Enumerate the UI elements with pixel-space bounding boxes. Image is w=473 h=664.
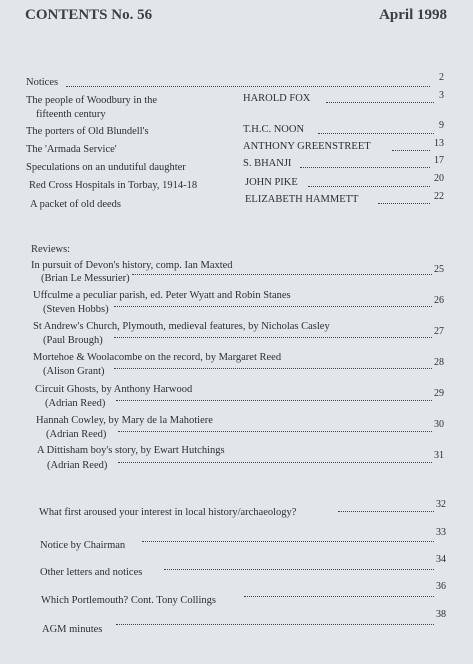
leader-dots — [118, 462, 432, 463]
leader-dots — [116, 400, 432, 401]
leader-dots — [164, 569, 434, 570]
leader-dots — [114, 368, 432, 369]
contents-title: CONTENTS No. 56 — [25, 7, 153, 23]
leader-dots — [142, 541, 434, 542]
review-title: In pursuit of Devon's history, comp. Ian Maxted — [31, 260, 233, 271]
review-reviewer: (Paul Brough) — [43, 335, 103, 346]
leader-dots — [308, 186, 430, 187]
article-author: ANTHONY GREENSTREET — [243, 141, 371, 152]
review-title: St Andrew's Church, Plymouth, medieval features, by Nicholas Casley — [33, 321, 330, 332]
review-reviewer: (Adrian Reed) — [47, 460, 108, 471]
page-number: 20 — [434, 173, 444, 184]
page-number: 36 — [436, 581, 446, 592]
page-number: 32 — [436, 499, 446, 510]
review-title: Uffculme a peculiar parish, ed. Peter Wyatt and Robin Stanes — [33, 290, 291, 301]
leader-dots — [378, 203, 430, 204]
review-title: Hannah Cowley, by Mary de la Mahotiere — [36, 415, 213, 426]
article-title: Notices — [26, 77, 59, 88]
article-title-continued: fifteenth century — [36, 109, 106, 120]
article-title: Red Cross Hospitals in Torbay, 1914-18 — [29, 180, 198, 191]
leader-dots — [300, 167, 430, 168]
review-title: A Dittisham boy's story, by Ewart Hutchings — [37, 445, 225, 456]
page-number: 29 — [434, 388, 444, 399]
page-number: 38 — [436, 609, 446, 620]
item-title: What first aroused your interest in local history/archaeology? — [39, 507, 297, 518]
leader-dots — [114, 306, 432, 307]
article-title: The porters of Old Blundell's — [26, 126, 149, 137]
page-number: 26 — [434, 295, 444, 306]
article-author: T.H.C. NOON — [243, 124, 305, 135]
reviews-heading: Reviews: — [31, 244, 71, 255]
article-author: ELIZABETH HAMMETT — [245, 194, 359, 205]
leader-dots — [318, 133, 434, 134]
review-title: Mortehoe & Woolacombe on the record, by Margaret Reed — [33, 352, 282, 363]
article-author: JOHN PIKE — [245, 177, 298, 188]
article-author: S. BHANJI — [243, 158, 292, 169]
article-title: Speculations on an undutiful daughter — [26, 162, 186, 173]
item-title: AGM minutes — [42, 624, 103, 635]
leader-dots — [66, 86, 430, 87]
leader-dots — [244, 596, 434, 597]
page-number: 33 — [436, 527, 446, 538]
leader-dots — [116, 624, 434, 625]
page-number: 34 — [436, 554, 446, 565]
leader-dots — [326, 102, 434, 103]
item-title: Other letters and notices — [40, 567, 143, 578]
leader-dots — [114, 337, 432, 338]
leader-dots — [118, 431, 432, 432]
page-number: 28 — [434, 357, 444, 368]
leader-dots — [392, 150, 430, 151]
issue-date: April 1998 — [379, 7, 447, 23]
page-number: 30 — [434, 419, 444, 430]
item-title: Which Portlemouth? Cont. Tony Collings — [41, 595, 216, 606]
review-reviewer: (Steven Hobbs) — [43, 304, 109, 315]
leader-dots — [338, 511, 434, 512]
review-reviewer: (Alison Grant) — [43, 366, 105, 377]
page-number: 13 — [434, 138, 444, 149]
page-number: 2 — [439, 72, 444, 83]
article-title: The 'Armada Service' — [26, 144, 117, 155]
article-title: A packet of old deeds — [30, 199, 121, 210]
item-title: Notice by Chairman — [40, 540, 126, 551]
review-title: Circuit Ghosts, by Anthony Harwood — [35, 384, 193, 395]
page-number: 9 — [439, 120, 444, 131]
page-number: 31 — [434, 450, 444, 461]
page-number: 22 — [434, 191, 444, 202]
page-number: 17 — [434, 155, 444, 166]
review-reviewer: (Brian Le Messurier) — [41, 273, 130, 284]
review-reviewer: (Adrian Reed) — [46, 429, 107, 440]
article-author: HAROLD FOX — [243, 93, 311, 104]
page-number: 27 — [434, 326, 444, 337]
leader-dots — [132, 274, 432, 275]
page-number: 3 — [439, 90, 444, 101]
article-title: The people of Woodbury in the — [26, 95, 158, 106]
review-reviewer: (Adrian Reed) — [45, 398, 106, 409]
page-number: 25 — [434, 264, 444, 275]
